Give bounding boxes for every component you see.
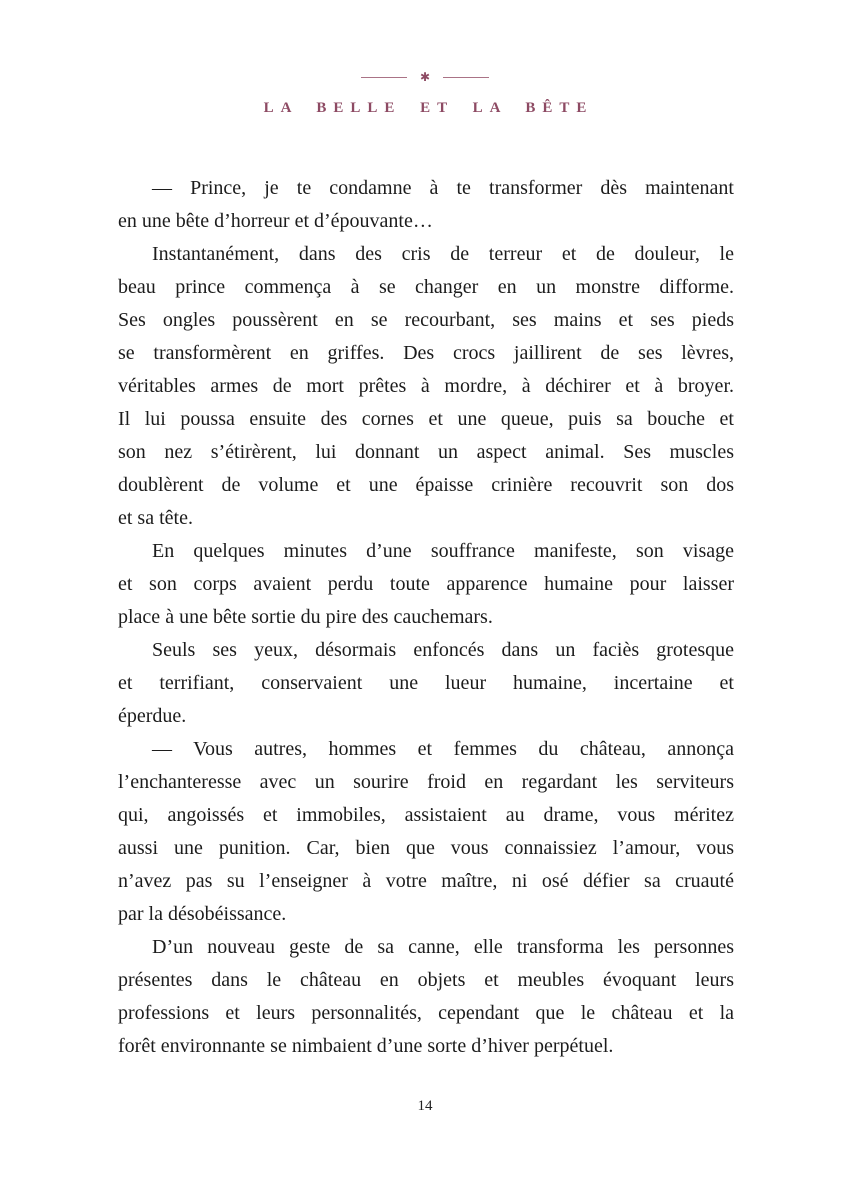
text-line: beau prince commença à se changer en un monstre difforme. bbox=[118, 276, 734, 298]
text-line: et son corps avaient perdu toute apparence humaine pour laisser bbox=[118, 573, 734, 595]
text-line: présentes dans le château en objets et meubles évoquant leurs bbox=[118, 969, 734, 991]
text-line: D’un nouveau geste de sa canne, elle transforma les personnes bbox=[152, 936, 734, 958]
text-line: et terrifiant, conservaient une lueur humaine, incertaine et bbox=[118, 672, 734, 694]
text-line: n’avez pas su l’enseigner à votre maître, ni osé défier sa cruauté bbox=[118, 870, 734, 892]
text-line: forêt environnante se nimbaient d’une sorte d’hiver perpétuel. bbox=[118, 1035, 614, 1057]
text-line: et sa tête. bbox=[118, 507, 193, 529]
ornament-rule-right bbox=[443, 77, 489, 78]
text-line: — Vous autres, hommes et femmes du château, annonça bbox=[152, 738, 734, 760]
text-line: — Prince, je te condamne à te transformer dès maintenant bbox=[152, 177, 734, 199]
text-line: Instantanément, dans des cris de terreur et de douleur, le bbox=[152, 243, 734, 265]
text-line: son nez s’étirèrent, lui donnant un aspect animal. Ses muscles bbox=[118, 441, 734, 463]
paragraph bbox=[118, 733, 734, 931]
page-number: 14 bbox=[417, 1098, 433, 1114]
text-line: En quelques minutes d’une souffrance manifeste, son visage bbox=[152, 540, 734, 562]
paragraph bbox=[118, 634, 734, 733]
text-line: en une bête d’horreur et d’épouvante… bbox=[118, 210, 433, 232]
ornament-asterisk-icon: ✱ bbox=[419, 70, 431, 84]
header-ornament bbox=[0, 69, 850, 85]
chapter-title: LA BELLE ET LA BÊTE bbox=[263, 100, 594, 116]
text-line: Seuls ses yeux, désormais enfoncés dans un faciès grotesque bbox=[152, 639, 734, 661]
text-line: qui, angoissés et immobiles, assistaient au drame, vous méritez bbox=[118, 804, 734, 826]
text-line: éperdue. bbox=[118, 705, 187, 727]
text-line: se transformèrent en griffes. Des crocs jaillirent de ses lèvres, bbox=[118, 342, 734, 364]
text-line: place à une bête sortie du pire des cauchemars. bbox=[118, 606, 493, 628]
text-line: aussi une punition. Car, bien que vous connaissiez l’amour, vous bbox=[118, 837, 734, 859]
text-line: Il lui poussa ensuite des cornes et une queue, puis sa bouche et bbox=[118, 408, 734, 430]
text-line: professions et leurs personnalités, cependant que le château et la bbox=[118, 1002, 734, 1024]
text-line: l’enchanteresse avec un sourire froid en regardant les serviteurs bbox=[118, 771, 734, 793]
ornament-rule-left bbox=[361, 77, 407, 78]
body-text bbox=[118, 172, 734, 1063]
paragraph bbox=[118, 172, 734, 238]
text-line: véritables armes de mort prêtes à mordre, à déchirer et à broyer. bbox=[118, 375, 734, 397]
paragraph bbox=[118, 535, 734, 634]
text-line: par la désobéissance. bbox=[118, 903, 287, 925]
text-line: Ses ongles poussèrent en se recourbant, ses mains et ses pieds bbox=[118, 309, 734, 331]
paragraph bbox=[118, 238, 734, 535]
text-line: doublèrent de volume et une épaisse crinière recouvrit son dos bbox=[118, 474, 734, 496]
paragraph bbox=[118, 931, 734, 1063]
